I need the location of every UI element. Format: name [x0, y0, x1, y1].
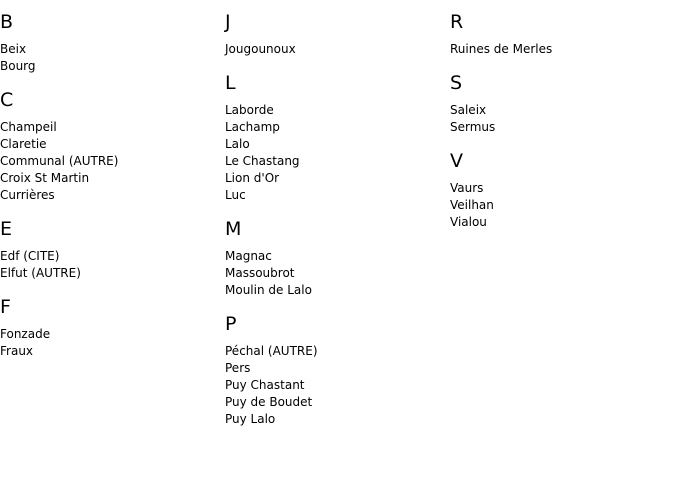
place-link[interactable]: Vialou — [450, 215, 487, 229]
entry-list — [450, 180, 675, 231]
group-letter: P — [225, 313, 237, 335]
place-link[interactable]: Claretie — [0, 137, 47, 151]
letter-group — [0, 296, 225, 360]
place-link[interactable]: Beix — [0, 42, 27, 56]
group-letter: S — [450, 72, 463, 94]
entry-list — [225, 102, 450, 204]
group-letter: J — [225, 11, 231, 33]
group-letter: V — [450, 150, 463, 172]
place-link[interactable]: Péchal (AUTRE) — [225, 344, 318, 358]
group-letter: R — [450, 11, 464, 33]
entry-list — [450, 41, 675, 58]
place-link[interactable]: Champeil — [0, 120, 57, 134]
entry-list — [225, 248, 450, 299]
index-column — [0, 0, 225, 374]
index-column — [225, 0, 450, 442]
place-link[interactable]: Bourg — [0, 59, 36, 73]
place-link[interactable]: Pers — [225, 361, 251, 375]
place-link[interactable]: Le Chastang — [225, 154, 300, 168]
place-link[interactable]: Communal (AUTRE) — [0, 154, 119, 168]
group-letter: M — [225, 218, 242, 240]
place-link[interactable]: Lachamp — [225, 120, 280, 134]
place-link[interactable]: Fonzade — [0, 327, 51, 341]
entry-list — [225, 41, 450, 58]
group-letter: C — [0, 89, 14, 111]
place-link[interactable]: Lalo — [225, 137, 250, 151]
place-link[interactable]: Croix St Martin — [0, 171, 90, 185]
place-link[interactable]: Magnac — [225, 249, 272, 263]
letter-group — [225, 218, 450, 299]
place-link[interactable]: Sermus — [450, 120, 496, 134]
place-link[interactable]: Saleix — [450, 103, 487, 117]
entry-list — [0, 119, 225, 204]
entry-list — [450, 102, 675, 136]
group-letter: B — [0, 11, 14, 33]
letter-group — [225, 11, 450, 58]
letter-group — [450, 150, 675, 231]
place-link[interactable]: Laborde — [225, 103, 274, 117]
place-link[interactable]: Elfut (AUTRE) — [0, 266, 81, 280]
place-link[interactable]: Edf (CITE) — [0, 249, 60, 263]
letter-group — [450, 72, 675, 136]
letter-group — [0, 11, 225, 75]
letter-group — [0, 218, 225, 282]
group-letter: E — [0, 218, 13, 240]
letter-group — [225, 72, 450, 204]
group-letter: L — [225, 72, 236, 94]
place-link[interactable]: Veilhan — [450, 198, 494, 212]
place-link[interactable]: Puy Chastant — [225, 378, 305, 392]
place-link[interactable]: Puy Lalo — [225, 412, 276, 426]
entry-list — [225, 343, 450, 428]
place-link[interactable]: Massoubrot — [225, 266, 295, 280]
entry-list — [0, 326, 225, 360]
letter-group — [450, 11, 675, 58]
place-link[interactable]: Currières — [0, 188, 55, 202]
place-link[interactable]: Fraux — [0, 344, 34, 358]
letter-group — [0, 89, 225, 204]
place-link[interactable]: Moulin de Lalo — [225, 283, 312, 297]
place-link[interactable]: Luc — [225, 188, 246, 202]
group-letter: F — [0, 296, 11, 318]
place-link[interactable]: Puy de Boudet — [225, 395, 313, 409]
entry-list — [0, 41, 225, 75]
place-link[interactable]: Jougounoux — [225, 42, 296, 56]
entry-list — [0, 248, 225, 282]
place-link[interactable]: Vaurs — [450, 181, 484, 195]
place-link[interactable]: Ruines de Merles — [450, 42, 553, 56]
letter-group — [225, 313, 450, 428]
index-column — [450, 0, 675, 245]
place-link[interactable]: Lion d'Or — [225, 171, 280, 185]
